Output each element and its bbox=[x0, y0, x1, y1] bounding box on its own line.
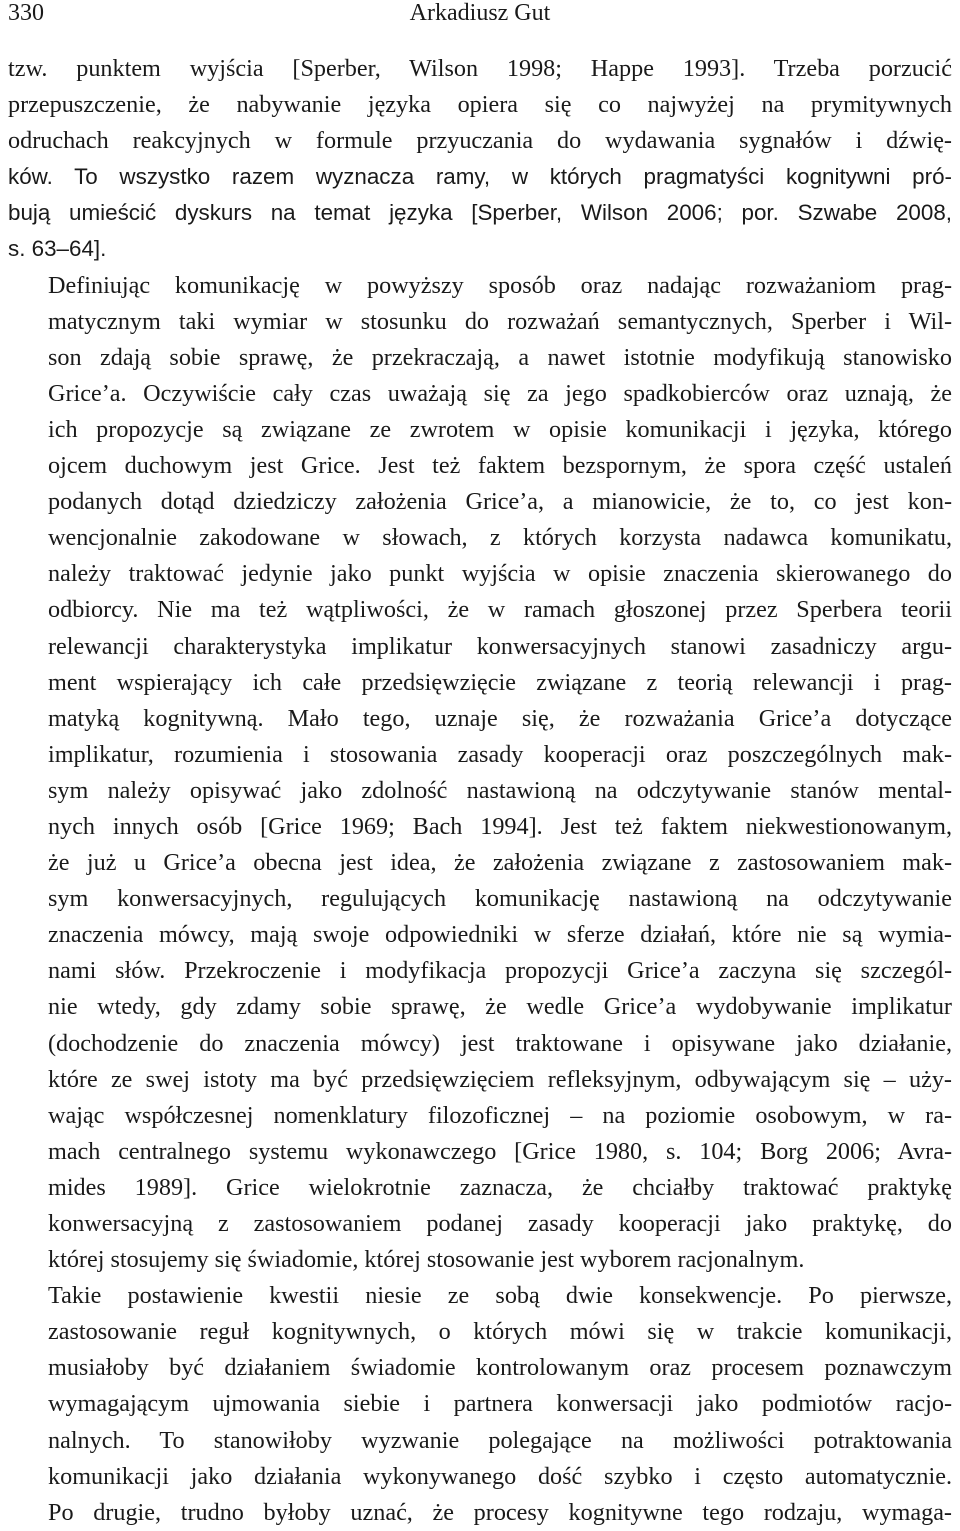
text-line: Po drugie, trudno byłoby uznać, że procesy kognitywne tego rodzaju, wymaga- bbox=[48, 1498, 952, 1526]
text-line: przepuszczenie, że nabywanie języka opiera się co najwyżej na prymitywnych bbox=[8, 91, 952, 119]
text-line: odruchach reakcyjnych w formule przyuczania do wydawania sygnałów i dźwię- bbox=[8, 127, 952, 155]
text-line: sym należy opisywać jako zdolność nastawioną na odczytywanie stanów mental- bbox=[48, 776, 952, 804]
text-line: konwersacyjną z zastosowaniem podanej zasady kooperacji jako praktykę, do bbox=[48, 1210, 952, 1237]
text-line: son zdają sobie sprawę, że przekraczają, a nawet istotnie modyfikują stanowisko bbox=[48, 343, 952, 371]
text-line: komunikacji jako działania wykonywanego dość szybko i często automatycznie. bbox=[48, 1462, 952, 1490]
text-line: mach centralnego systemu wykonawczego [Grice 1980, s. 104; Borg 2006; Avra- bbox=[48, 1137, 952, 1165]
page-number: 330 bbox=[8, 0, 44, 26]
text-line: ich propozycje są związane ze zwrotem w opisie komunikacji i języka, którego bbox=[48, 415, 952, 443]
body-text bbox=[8, 51, 952, 1531]
text-line: odbiorcy. Nie ma też wątpliwości, że w ramach głoszonej przez Sperbera teorii bbox=[48, 596, 952, 624]
text-line: bują umieścić dyskurs na temat języka [Sperber, Wilson 2006; por. Szwabe 2008, bbox=[8, 200, 952, 226]
paragraph-end bbox=[8, 231, 952, 267]
paragraph bbox=[8, 1278, 952, 1531]
text-line: Definiując komunikację w powyższy sposób oraz nadając rozważaniom prag- bbox=[48, 271, 952, 299]
text-line: musiałoby być działaniem świadomie kontrolowanym oraz procesem poznawczym bbox=[48, 1354, 952, 1382]
text-line: tzw. punktem wyjścia [Sperber, Wilson 1998; Happe 1993]. Trzeba porzucić bbox=[8, 55, 952, 82]
text-line: relewancji charakterystyka implikatur konwersacyjnych stanowi zasadniczy argu- bbox=[48, 632, 952, 660]
text-line: (dochodzenie do znaczenia mówcy) jest traktowane i opisywane jako działanie, bbox=[48, 1029, 952, 1057]
text-line: podanych dotąd dziedziczy założenia Grice’a, a mianowicie, że to, co jest kon- bbox=[48, 488, 952, 516]
text-line: wencjonalnie zakodowane w słowach, z których korzysta nadawca komunikatu, bbox=[48, 524, 952, 552]
text-line: wając współczesnej nomenklatury filozoficznej – na poziomie osobowym, w ra- bbox=[48, 1101, 952, 1129]
page-header bbox=[8, 0, 952, 32]
text-line: matycznym taki wymiar w stosunku do rozważań semantycznych, Sperber i Wil- bbox=[48, 307, 952, 335]
paragraph-continuation bbox=[8, 159, 952, 231]
text-line: zastosowanie reguł kognitywnych, o których mówi się w trakcie komunikacji, bbox=[48, 1318, 952, 1346]
text-line: należy traktować jedynie jako punkt wyjścia w opisie znaczenia skierowanego do bbox=[48, 560, 952, 588]
text-line: matyką kognitywną. Mało tego, uznaje się, że rozważania Grice’a dotyczące bbox=[48, 704, 952, 732]
paragraph bbox=[8, 51, 952, 159]
text-line: które ze swej istoty ma być przedsięwzięciem refleksyjnym, odbywającym się – uży- bbox=[48, 1065, 952, 1093]
text-line: Takie postawienie kwestii niesie ze sobą dwie konsekwencje. Po pierwsze, bbox=[48, 1282, 952, 1310]
text-line: s. 63–64]. bbox=[8, 236, 107, 262]
running-head: Arkadiusz Gut bbox=[409, 0, 551, 26]
text-line: znaczenia mówcy, mają swoje odpowiedniki w sferze działań, które nie są wymia- bbox=[48, 921, 952, 949]
text-line: ojcem duchowym jest Grice. Jest też faktem bezspornym, że spora część ustaleń bbox=[48, 452, 952, 480]
text-line: nami słów. Przekroczenie i modyfikacja propozycji Grice’a zaczyna się szczegól- bbox=[48, 957, 952, 985]
paragraph bbox=[8, 268, 952, 1279]
text-line: mides 1989]. Grice wielokrotnie zaznacza, że chciałby traktować praktykę bbox=[48, 1173, 952, 1201]
text-line: sym konwersacyjnych, regulujących komunikację nastawioną na odczytywanie bbox=[48, 885, 952, 913]
text-line: Grice’a. Oczywiście cały czas uważają się za jego spadkobierców oraz uznają, że bbox=[48, 379, 952, 407]
text-line: implikatur, rozumienia i stosowania zasady kooperacji oraz poszczególnych mak- bbox=[48, 740, 952, 768]
text-line: której stosujemy się świadomie, której stosowanie jest wyborem racjonalnym. bbox=[48, 1246, 805, 1274]
text-line: ment wspierający ich całe przedsięwzięcie związane z teorią relewancji i prag- bbox=[48, 668, 952, 696]
document-page bbox=[8, 0, 952, 1526]
text-line: wymagającym ujmowania siebie i partnera konwersacji jako podmiotów racjo- bbox=[48, 1390, 952, 1418]
text-line: że już u Grice’a obecna jest idea, że założenia związane z zastosowaniem mak- bbox=[48, 849, 952, 877]
text-line: nie wtedy, gdy zdamy sobie sprawę, że wedle Grice’a wydobywanie implikatur bbox=[48, 993, 952, 1021]
text-line: nych innych osób [Grice 1969; Bach 1994]. Jest też faktem niekwestionowanym, bbox=[48, 812, 952, 840]
text-line: ków. To wszystko razem wyznacza ramy, w których pragmatyści kognitywni pró- bbox=[8, 164, 952, 190]
text-line: nalnych. To stanowiłoby wyzwanie polegające na możliwości potraktowania bbox=[48, 1426, 952, 1454]
